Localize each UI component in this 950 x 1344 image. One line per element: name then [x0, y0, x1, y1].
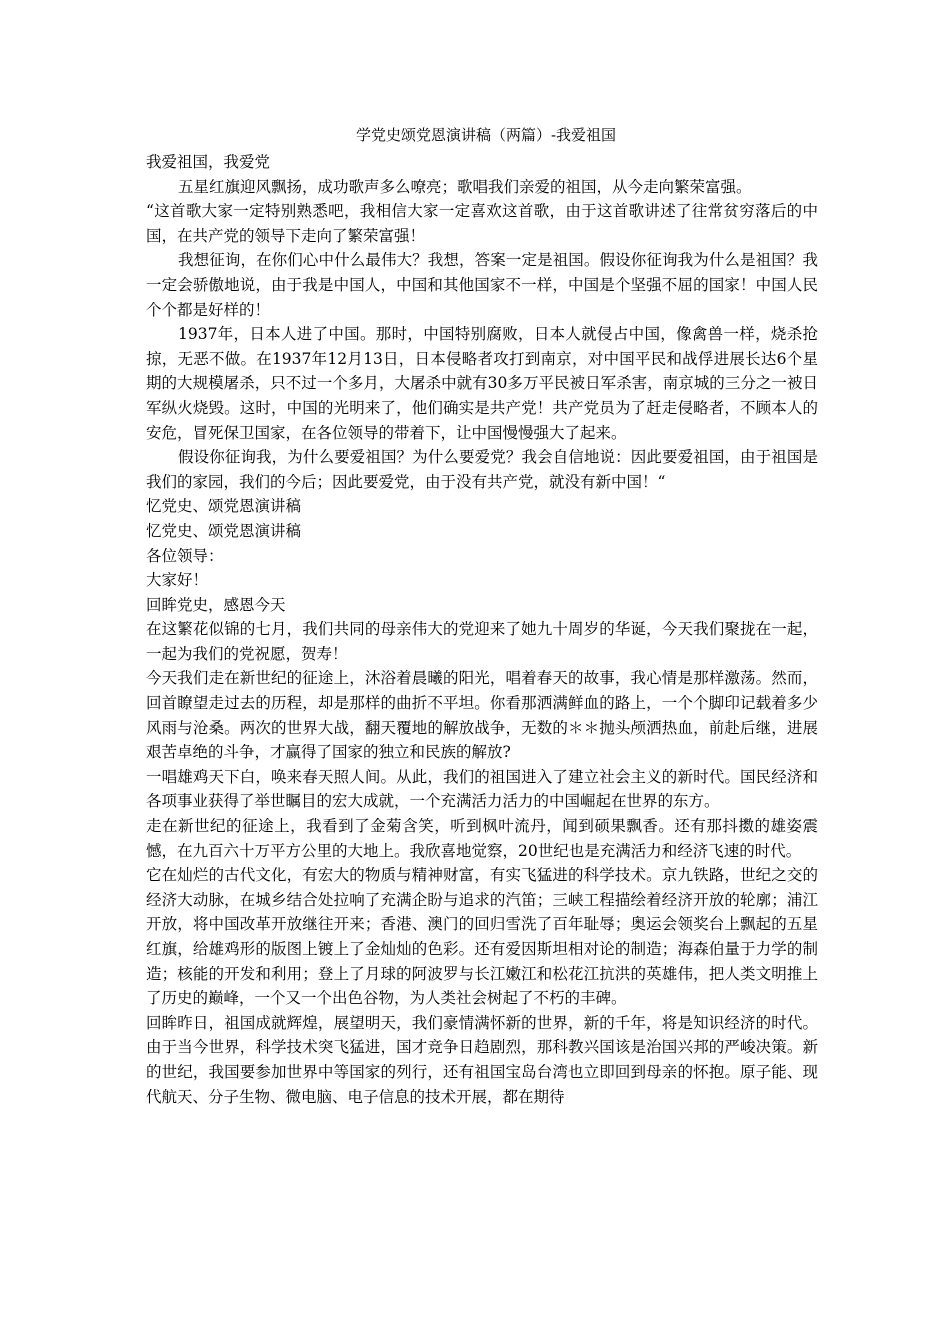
speech-two-heading: 忆党史、颂党恩演讲稿 [146, 497, 302, 516]
greeting: 大家好！ [146, 571, 209, 590]
document-title: 学党史颂党恩演讲稿（两篇）-我爱祖国 [355, 126, 617, 144]
speech-one-heading: 我爱祖国，我爱党 [146, 153, 271, 171]
paragraph: 今天我们走在新世纪的征途上，沐浴着晨曦的阳光，唱着春天的故事，我心情是那样激荡。然而，回首瞭望走过去的历程，却是那样的曲折不平坦。你看那洒满鲜血的路上，一个个脚印记载着多少风雨与沧桑。两次的世界大战，翻天覆地的解放战争，无数的＊＊抛头颅洒热血，前赴后继，进展艰苦卓绝的斗争，才赢得了国家的独立和民族的解放? [146, 669, 818, 762]
paragraph: “这首歌大家一定特别熟悉吧，我相信大家一定喜欢这首歌，由于这首歌讲述了往常贫穷落后的中国，在共产党的领导下走向了繁荣富强！ [146, 202, 818, 245]
speech-two-subheading: 忆党史、颂党恩演讲稿 [146, 521, 302, 540]
paragraph: 1937年，日本人进了中国。那时，中国特别腐败，日本人就侵占中国，像禽兽一样，烧杀抢掠，无恶不做。在1937年12月13日，日本侵略者攻打到南京，对中国平民和战俘进展长达6个星期的大规模屠杀，只不过一个多月，大屠杀中就有30多万平民被日军杀害，南京城的三分之一被日军纵火烧毁。这时，中国的光明来了，他们确实是共产党！共产党员为了赶走侵略者，不顾本人的安危，冒死保卫国家，在各位领导的带着下，让中国慢慢强大了起来。 [146, 325, 818, 442]
paragraph: 五星红旗迎风飘扬，成功歌声多么嘹亮；歌唱我们亲爱的祖国，从今走向繁荣富强。 [178, 177, 752, 196]
paragraph: 走在新世纪的征途上，我看到了金菊含笑，听到枫叶流丹，闻到硕果飘香。还有那抖擞的雄姿震憾，在九百六十万平方公里的大地上。我欣喜地觉察，20世纪也是充满活力和经济飞速的时代。 [146, 817, 818, 860]
paragraph: 假设你征询我，为什么要爱祖国？为什么要爱党？我会自信地说：因此要爱祖国，由于祖国是我们的家园，我们的今后；因此要爱党，由于没有共产党，就没有新中国！“ [146, 448, 818, 491]
salutation: 各位领导： [146, 546, 224, 565]
paragraph: 回眸昨日，祖国成就辉煌，展望明天，我们豪情满怀新的世界，新的千年，将是知识经济的时代。由于当今世界，科学技术突飞猛进，国才竞争日趋剧烈，那科教兴国该是治国兴邦的严峻决策。新的世纪，我国要参加世界中等国家的列行，还有祖国宝岛台湾也立即回到母亲的怀抱。原子能、现代航天、分子生物、微电脑、电子信息的技术开展，都在期待 [146, 1013, 818, 1106]
document-body [146, 150, 818, 1109]
paragraph: 在这繁花似锦的七月，我们共同的母亲伟大的党迎来了她九十周岁的华诞，今天我们聚拢在一起，一起为我们的党祝愿，贺寿！ [146, 620, 818, 663]
paragraph: 我想征询，在你们心中什么最伟大？我想，答案一定是祖国。假设你征询我为什么是祖国？我一定会骄傲地说，由于我是中国人，中国和其他国家不一样，中国是个坚强不屈的国家！中国人民个个都是好样的！ [146, 251, 818, 319]
paragraph: 一唱雄鸡天下白，唤来春天照人间。从此，我们的祖国进入了建立社会主义的新时代。国民经济和各项事业获得了举世瞩目的宏大成就，一个充满活力活力的中国崛起在世界的东方。 [146, 767, 818, 811]
paragraph: 它在灿烂的古代文化，有宏大的物质与精神财富，有实飞猛进的科学技术。京九铁路，世纪之交的经济大动脉，在城乡结合处拉响了充满企盼与追求的汽笛；三峡工程描绘着经济开放的轮廓；浦江开放，将中国改革开放继往开来；香港、澳门的回归雪洗了百年耻辱；奥运会领奖台上飘起的五星红旗，给雄鸡形的版图上镀上了金灿灿的色彩。还有爱因斯坦相对论的制造；海森伯量于力学的制造；核能的开发和利用；登上了月球的阿波罗与长江嫩江和松花江抗洪的英雄伟，把人类文明推上了历史的巅峰，一个又一个出色谷物，为人类社会树起了不朽的丰碑。 [146, 866, 818, 1008]
speech-two-theme: 回眸党史，感恩今天 [146, 595, 286, 614]
